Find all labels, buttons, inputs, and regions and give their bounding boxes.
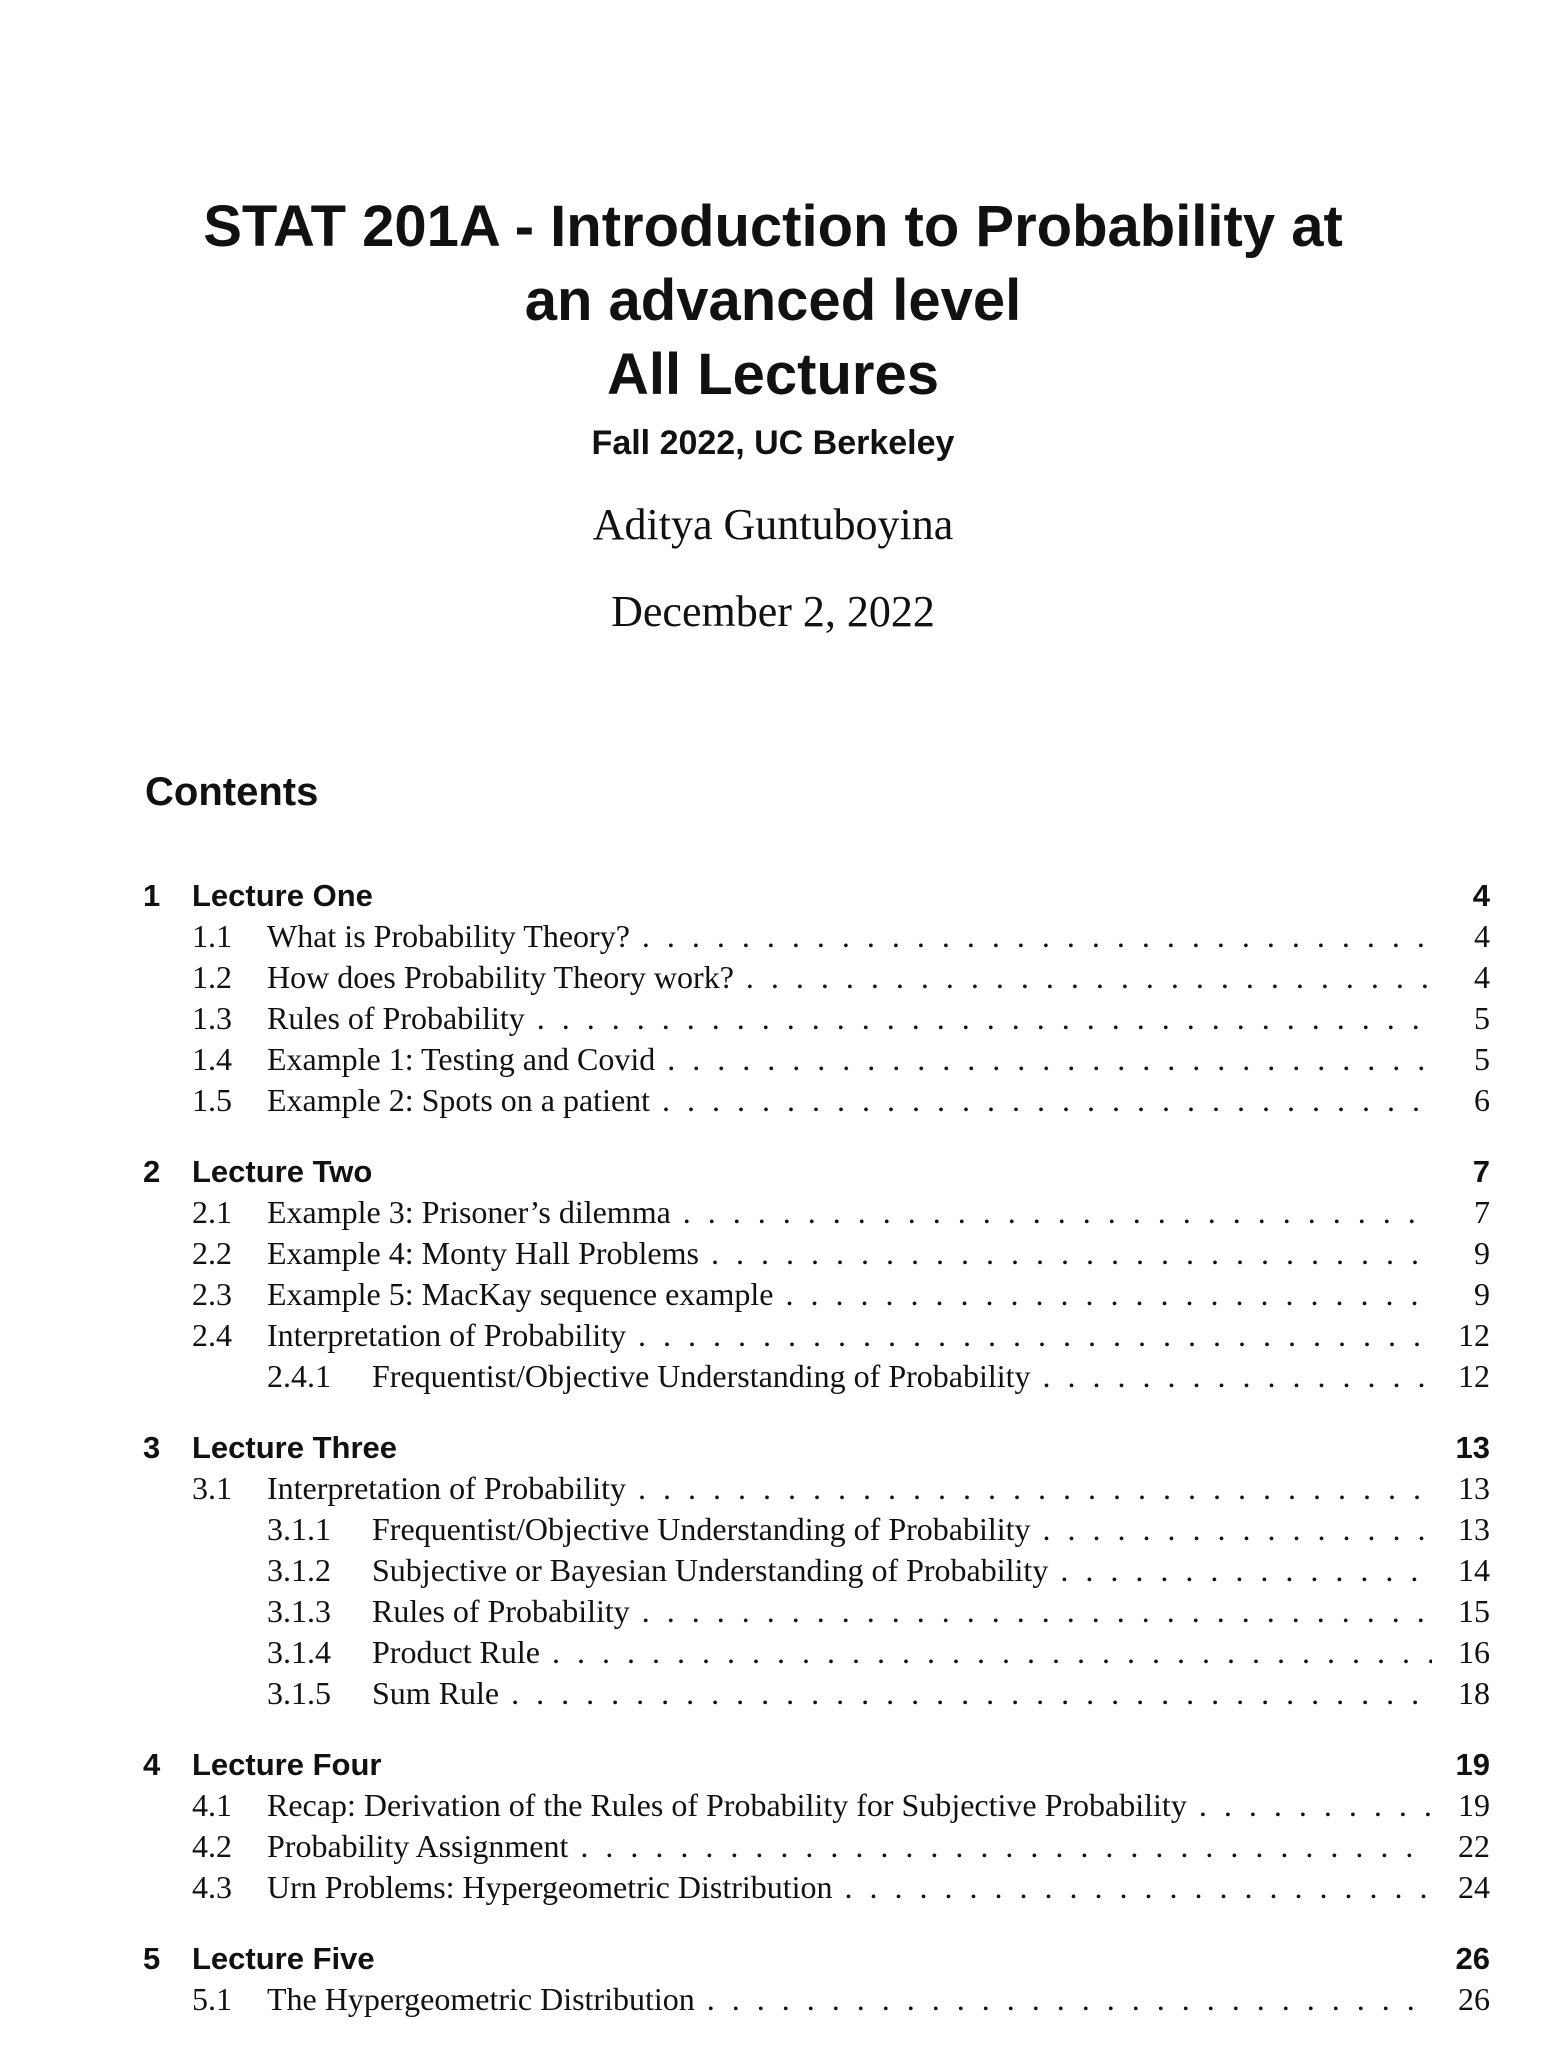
toc-entry-title: Interpretation of Probability	[267, 1470, 627, 1506]
toc-dot-leader	[580, 1826, 1432, 1867]
toc-dot-leader	[683, 1192, 1432, 1233]
toc-chapter-entry[interactable]	[143, 1151, 1490, 1192]
toc-entry-number: 3.1.2	[267, 1552, 331, 1588]
toc-entry-title: Example 5: MacKay sequence example	[267, 1276, 774, 1312]
toc-entry-number: 3.1.3	[267, 1593, 331, 1629]
toc-entry-page: 18	[1458, 1675, 1490, 1711]
toc-entry-number: 4.1	[192, 1787, 232, 1823]
toc-entry-title: Frequentist/Objective Understanding of Probability	[372, 1358, 1031, 1394]
toc-section-entry[interactable]	[143, 1867, 1490, 1908]
table-of-contents	[143, 875, 1490, 2050]
toc-chapter-title: Lecture Three	[192, 1430, 398, 1465]
toc-subsection-entry[interactable]	[143, 1356, 1490, 1397]
toc-entry-page: 4	[1474, 959, 1490, 995]
toc-entry-page: 13	[1458, 1511, 1490, 1547]
title-block	[0, 190, 1546, 637]
toc-subsection-entry[interactable]	[143, 1550, 1490, 1591]
toc-entry-title: Product Rule	[372, 1634, 540, 1670]
toc-section-entry[interactable]	[143, 1274, 1490, 1315]
toc-dot-leader	[667, 1039, 1432, 1080]
toc-entry-page: 5	[1474, 1041, 1490, 1077]
toc-entry-number: 3.1	[192, 1470, 232, 1506]
toc-chapter-page: 7	[1472, 1154, 1490, 1189]
toc-chapter-page: 13	[1455, 1430, 1490, 1465]
toc-entry-page: 19	[1458, 1787, 1490, 1823]
toc-dot-leader	[1043, 1356, 1432, 1397]
toc-dot-leader	[642, 1591, 1432, 1632]
toc-entry-title: Sum Rule	[372, 1675, 500, 1711]
toc-dot-leader	[1060, 1550, 1432, 1591]
toc-chapter-entry[interactable]	[143, 1427, 1490, 1468]
toc-entry-title: Example 3: Prisoner’s dilemma	[267, 1194, 671, 1230]
toc-entry-number: 1.1	[192, 918, 232, 954]
toc-entry-page: 4	[1474, 918, 1490, 954]
toc-entry-number: 3.1.4	[267, 1634, 331, 1670]
contents-heading: Contents	[145, 770, 319, 814]
toc-entry-title: The Hypergeometric Distribution	[267, 1981, 695, 2017]
toc-entry-number: 1.5	[192, 1082, 232, 1118]
toc-chapter-number: 3	[143, 1430, 161, 1465]
toc-chapter-title: Lecture Five	[192, 1941, 375, 1976]
toc-entry-page: 6	[1474, 1082, 1490, 1118]
toc-entry-number: 1.4	[192, 1041, 232, 1077]
toc-chapter-entry[interactable]	[143, 1938, 1490, 1979]
toc-dot-leader	[711, 1233, 1432, 1274]
toc-entry-title: Example 2: Spots on a patient	[267, 1082, 651, 1118]
toc-dot-leader	[1043, 1509, 1432, 1550]
toc-entry-title: Frequentist/Objective Understanding of Probability	[372, 1511, 1031, 1547]
toc-chapter-number: 1	[143, 878, 161, 913]
toc-entry-title: How does Probability Theory work?	[267, 959, 734, 995]
toc-dot-leader	[642, 916, 1432, 957]
toc-dot-leader	[1199, 1785, 1432, 1826]
toc-chapter-page: 19	[1455, 1747, 1490, 1782]
toc-entry-title: Urn Problems: Hypergeometric Distribution	[267, 1869, 833, 1905]
toc-section-entry[interactable]	[143, 1468, 1490, 1509]
toc-section-entry[interactable]	[143, 916, 1490, 957]
toc-section-entry[interactable]	[143, 1826, 1490, 1867]
toc-entry-page: 12	[1458, 1358, 1490, 1394]
toc-entry-title: What is Probability Theory?	[267, 918, 630, 954]
toc-section-entry[interactable]	[143, 1080, 1490, 1121]
toc-entry-number: 2.4	[192, 1317, 232, 1353]
toc-chapter-number: 4	[143, 1747, 161, 1782]
toc-dot-leader	[638, 1315, 1432, 1356]
toc-dot-leader	[537, 998, 1432, 1039]
toc-dot-leader	[785, 1274, 1432, 1315]
toc-section-entry[interactable]	[143, 957, 1490, 998]
toc-entry-page: 24	[1458, 1869, 1490, 1905]
toc-dot-leader	[746, 957, 1432, 998]
toc-entry-number: 2.4.1	[267, 1358, 331, 1394]
toc-chapter-group	[143, 1938, 1490, 2020]
toc-entry-page: 26	[1458, 1981, 1490, 2017]
toc-entry-title: Recap: Derivation of the Rules of Probability for Subjective Probability	[267, 1787, 1187, 1823]
toc-entry-number: 3.1.5	[267, 1675, 331, 1711]
toc-section-entry[interactable]	[143, 1039, 1490, 1080]
toc-chapter-group	[143, 1427, 1490, 1714]
document-title-line-1: STAT 201A - Introduction to Probability at	[203, 194, 1343, 259]
toc-section-entry[interactable]	[143, 998, 1490, 1039]
toc-entry-title: Subjective or Bayesian Understanding of Probability	[372, 1552, 1049, 1588]
toc-entry-page: 16	[1458, 1634, 1490, 1670]
toc-entry-page: 22	[1458, 1828, 1490, 1864]
toc-section-entry[interactable]	[143, 1315, 1490, 1356]
toc-entry-number: 4.2	[192, 1828, 232, 1864]
toc-entry-title: Interpretation of Probability	[267, 1317, 627, 1353]
document-subtitle: Fall 2022, UC Berkeley	[591, 424, 955, 462]
toc-chapter-page: 26	[1455, 1941, 1490, 1976]
toc-chapter-title: Lecture Four	[192, 1747, 382, 1782]
toc-chapter-entry[interactable]	[143, 875, 1490, 916]
toc-entry-number: 5.1	[192, 1981, 232, 2017]
toc-entry-title: Rules of Probability	[267, 1000, 525, 1036]
toc-subsection-entry[interactable]	[143, 1509, 1490, 1550]
toc-chapter-group	[143, 875, 1490, 1121]
toc-chapter-title: Lecture One	[192, 878, 373, 913]
toc-entry-page: 5	[1474, 1000, 1490, 1036]
document-title-line-3: All Lectures	[607, 342, 939, 407]
toc-entry-page: 14	[1458, 1552, 1490, 1588]
toc-entry-page: 12	[1458, 1317, 1490, 1353]
toc-chapter-page: 4	[1472, 878, 1490, 913]
toc-entry-page: 9	[1474, 1235, 1490, 1271]
toc-chapter-number: 5	[143, 1941, 161, 1976]
toc-entry-title: Probability Assignment	[267, 1828, 569, 1864]
toc-section-entry[interactable]	[143, 1785, 1490, 1826]
toc-entry-title: Rules of Probability	[372, 1593, 630, 1629]
document-author: Aditya Guntuboyina	[592, 500, 954, 549]
toc-entry-number: 1.2	[192, 959, 232, 995]
toc-entry-number: 2.2	[192, 1235, 232, 1271]
toc-section-entry[interactable]	[143, 1192, 1490, 1233]
toc-entry-number: 4.3	[192, 1869, 232, 1905]
toc-entry-page: 7	[1474, 1194, 1490, 1230]
toc-dot-leader	[845, 1867, 1432, 1908]
toc-entry-number: 3.1.1	[267, 1511, 331, 1547]
toc-entry-page: 9	[1474, 1276, 1490, 1312]
toc-chapter-entry[interactable]	[143, 1744, 1490, 1785]
toc-chapter-group	[143, 1151, 1490, 1397]
toc-dot-leader	[662, 1080, 1432, 1121]
toc-chapter-title: Lecture Two	[192, 1154, 373, 1189]
toc-entry-number: 2.1	[192, 1194, 232, 1230]
toc-subsection-entry[interactable]	[143, 1673, 1490, 1714]
toc-entry-title: Example 4: Monty Hall Problems	[267, 1235, 699, 1271]
toc-chapter-number: 2	[143, 1154, 161, 1189]
toc-dot-leader	[511, 1673, 1432, 1714]
toc-subsection-entry[interactable]	[143, 1632, 1490, 1673]
toc-entry-title: Example 1: Testing and Covid	[267, 1041, 656, 1077]
toc-chapter-group	[143, 1744, 1490, 1908]
toc-entry-number: 2.3	[192, 1276, 232, 1312]
toc-dot-leader	[638, 1468, 1432, 1509]
toc-entry-page: 13	[1458, 1470, 1490, 1506]
document-title-line-2: an advanced level	[524, 268, 1022, 333]
toc-dot-leader	[552, 1632, 1432, 1673]
toc-subsection-entry[interactable]	[143, 1591, 1490, 1632]
toc-entry-number: 1.3	[192, 1000, 232, 1036]
toc-entry-page: 15	[1458, 1593, 1490, 1629]
document-date: December 2, 2022	[611, 587, 935, 636]
toc-section-entry[interactable]	[143, 1233, 1490, 1274]
